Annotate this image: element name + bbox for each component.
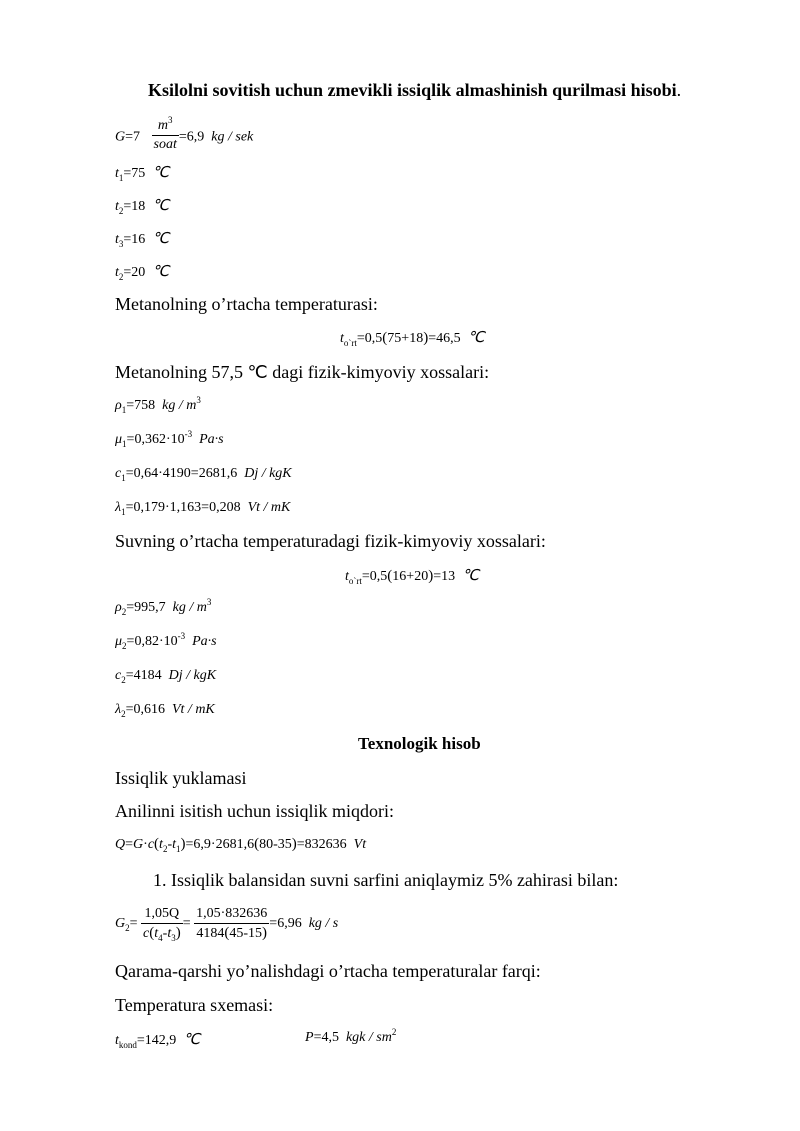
formula-g2: $G_2=$ $\frac{1,05Q}{c(t_4-t_3)}$ = $\frac{1,05\cdot 832636}{4184(45-15)}$ =6,96 kg / s	[115, 906, 339, 943]
heat-load-label: Issiqlik yuklamasi	[115, 768, 247, 788]
balance-list-item: 1. Issiqlik balansidan suvni sarfini aniqlaymiz 5% zahirasi bilan:	[153, 870, 619, 890]
g-fraction-numerator-exponent: 3	[168, 115, 173, 125]
celsius-unit: ℃	[462, 568, 479, 584]
g-value: 7	[133, 129, 141, 145]
celsius-unit: ℃	[467, 330, 485, 346]
water-props-heading: Suvning o’rtacha temperaturadagi fizik-kimyoviy xossalari:	[115, 531, 546, 551]
tkond-value: $t_{kond}=142,9$ ℃	[115, 1032, 201, 1050]
celsius-unit: ℃	[152, 264, 170, 280]
water-viscosity: $\mu_2=0,82\cdot 10^{-3}$ Pa·s	[115, 631, 217, 651]
document-title	[148, 80, 681, 101]
counterflow-heading: Qarama-qarshi yo’nalishdagi o’rtacha temperaturalar farqi:	[115, 961, 541, 981]
methanol-viscosity: $\mu_1=0,362\cdot 10^{-3}$ Pa·s	[115, 429, 224, 449]
given-t2: $t_2=18$ ℃	[115, 198, 170, 216]
celsius-unit: ℃	[152, 231, 170, 247]
methanol-props-heading: Metanolning 57,5 ℃ dagi fizik-kimyoviy xossalari:	[115, 362, 490, 382]
water-conductivity: $\lambda_2=0,616$ Vt / mK	[115, 702, 215, 719]
heat-amount-heading: Anilinni isitish uchun issiqlik miqdori:	[115, 801, 395, 821]
water-density: $\rho_2=995,7$ kg / $m^3$	[115, 597, 212, 617]
g2-fraction-numeric: $\frac{1,05\cdot 832636}{4184(45-15)}$	[196, 906, 268, 941]
methanol-conductivity: $\lambda_1=0,179\cdot 1,163=0,208$ Vt / mK	[115, 500, 291, 517]
water-heat-capacity: $c_2=4184$ Dj / kgK	[115, 668, 217, 685]
g-fraction-denominator: soat	[153, 137, 177, 152]
pressure-value: P=4,5 kgk / $sm^2$	[305, 1027, 397, 1045]
scheme-heading: Temperatura sxemasi:	[115, 995, 274, 1015]
g2-fraction-symbolic: $\frac{1,05Q}{c(t_4-t_3)}$	[143, 906, 181, 943]
g-symbol: G	[115, 129, 126, 145]
given-t1: $t_1=75$ ℃	[115, 165, 170, 183]
tech-heading: Texnologik hisob	[358, 734, 481, 753]
methanol-density: $\rho_1=758$ kg / $m^3$	[115, 395, 201, 415]
methanol-heat-capacity: $c_1=0,64\cdot 4190=2681,6$ Dj / kgK	[115, 466, 292, 483]
given-t4: $t_2=20$ ℃	[115, 264, 170, 282]
g-fraction-numerator: m	[157, 118, 169, 133]
title-period: .	[676, 80, 682, 100]
celsius-unit: ℃	[152, 165, 170, 181]
g-unit: kg / sek	[211, 129, 254, 145]
water-avg-formula: $t_{o`rt}=0,5(16+20)=13$ ℃	[345, 568, 479, 586]
celsius-unit: ℃	[152, 198, 170, 214]
formula-g: G=7 $\frac{m^3}{\text{soat}}$ =6,9 kg / sek	[115, 115, 254, 152]
methanol-avg-heading: Metanolning o’rtacha temperaturasi:	[115, 294, 378, 314]
title-text: Ksilolni sovitish uchun zmevikli issiqlik almashinish qurilmasi hisobi	[148, 80, 677, 100]
formula-q: $Q=G\cdot c(t_2-t_1)=6,9\cdot 2681,6(80-35)=832636$ Vt	[115, 836, 367, 854]
given-t3: $t_3=16$ ℃	[115, 231, 170, 249]
methanol-avg-formula: $t_{o`rt}=0,5(75+18)=46,5$ ℃	[340, 330, 485, 348]
g-result: 6,9	[186, 129, 205, 145]
celsius-unit: ℃	[183, 1032, 201, 1048]
g-fraction	[152, 115, 179, 153]
